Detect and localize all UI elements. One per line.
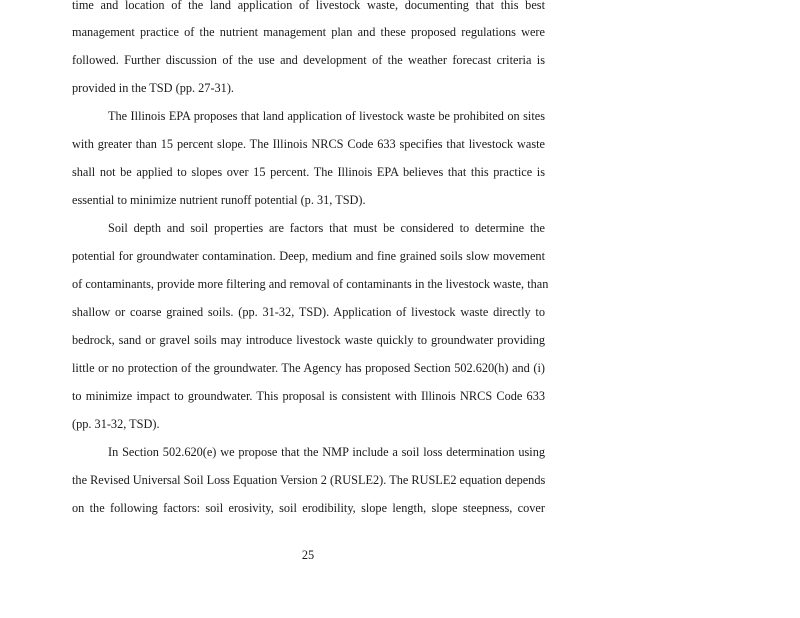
- text-line: potential for groundwater contamination. Deep, medium and fine grained soils slow movement: [72, 249, 545, 263]
- text-line: In Section 502.620(e) we propose that the NMP include a soil loss determination using: [108, 445, 545, 459]
- text-line: (pp. 31-32, TSD).: [72, 417, 160, 431]
- text-line: provided in the TSD (pp. 27-31).: [72, 81, 235, 95]
- text-line: of contaminants, provide more filtering and removal of contaminants in the livestock waste, than: [72, 277, 549, 291]
- text-line: shallow or coarse grained soils. (pp. 31-32, TSD). Application of livestock waste directly to: [72, 305, 545, 319]
- text-line: with greater than 15 percent slope. The Illinois NRCS Code 633 specifies that livestock waste: [72, 137, 545, 151]
- text-line: little or no protection of the groundwater. The Agency has proposed Section 502.620(h) and (i): [72, 361, 545, 375]
- text-line: essential to minimize nutrient runoff potential (p. 31, TSD).: [72, 193, 366, 207]
- text-line: Soil depth and soil properties are factors that must be considered to determine the: [108, 221, 545, 235]
- text-line: to minimize impact to groundwater. This proposal is consistent with Illinois NRCS Code 633: [72, 389, 545, 403]
- text-line: on the following factors: soil erosivity, soil erodibility, slope length, slope steepness, cover: [72, 501, 545, 515]
- text-line: the Revised Universal Soil Loss Equation Version 2 (RUSLE2). The RUSLE2 equation depends: [72, 473, 546, 487]
- text-line: time and location of the land application of livestock waste, documenting that this best: [72, 0, 545, 12]
- text-line: shall not be applied to slopes over 15 percent. The Illinois EPA believes that this practice is: [72, 165, 545, 179]
- page-number: 25: [301, 548, 315, 562]
- text-line: management practice of the nutrient management plan and these proposed regulations were: [72, 25, 545, 39]
- text-line: The Illinois EPA proposes that land application of livestock waste be prohibited on sites: [108, 109, 545, 123]
- text-line: bedrock, sand or gravel soils may introduce livestock waste quickly to groundwater providing: [72, 333, 545, 347]
- text-line: followed. Further discussion of the use and development of the weather forecast criteria is: [72, 53, 545, 67]
